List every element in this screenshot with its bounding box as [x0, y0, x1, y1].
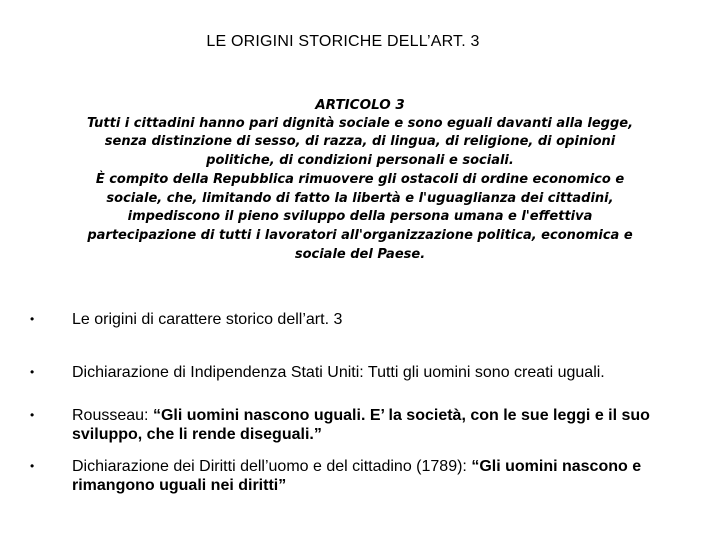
bullet-text: Le origini di carattere storico dell’art. 3 — [72, 311, 343, 328]
article-3-text — [82, 96, 638, 264]
bullet-text: Dichiarazione di Indipendenza Stati Uniti: Tutti gli uomini sono creati uguali. — [72, 364, 605, 381]
bullet-text: Rousseau: “Gli uomini nascono uguali. E’ la società, con le sue leggi e il suo sviluppo, che li rende diseguali.” — [72, 407, 650, 443]
slide-title: LE ORIGINI STORICHE DELL’ART. 3 — [206, 33, 480, 50]
bullet-marker: • — [30, 365, 35, 379]
bullet-text: Dichiarazione dei Diritti dell’uomo e del cittadino (1789): “Gli uomini nascono e rimangono uguali nei diritti” — [72, 458, 642, 494]
bullet-marker: • — [30, 459, 35, 473]
article-paragraph-2: È compito della Repubblica rimuovere gli ostacoli di ordine economico e sociale, che, limitando di fatto la libertà e l'uguaglianza dei cittadini, impediscono il pieno sviluppo della persona umana e l'effettiva partecipazione di tutti i lavoratori all'organizzazione politica, economica e sociale del Paese. — [87, 171, 633, 262]
bullet-marker: • — [30, 312, 35, 326]
bullet-marker: • — [30, 408, 35, 422]
article-paragraph-1: Tutti i cittadini hanno pari dignità sociale e sono eguali davanti alla legge, senza distinzione di sesso, di razza, di lingua, di religione, di opinioni politiche, di condizioni personali e sociali. — [86, 115, 634, 169]
article-heading: ARTICOLO 3 — [315, 97, 405, 113]
